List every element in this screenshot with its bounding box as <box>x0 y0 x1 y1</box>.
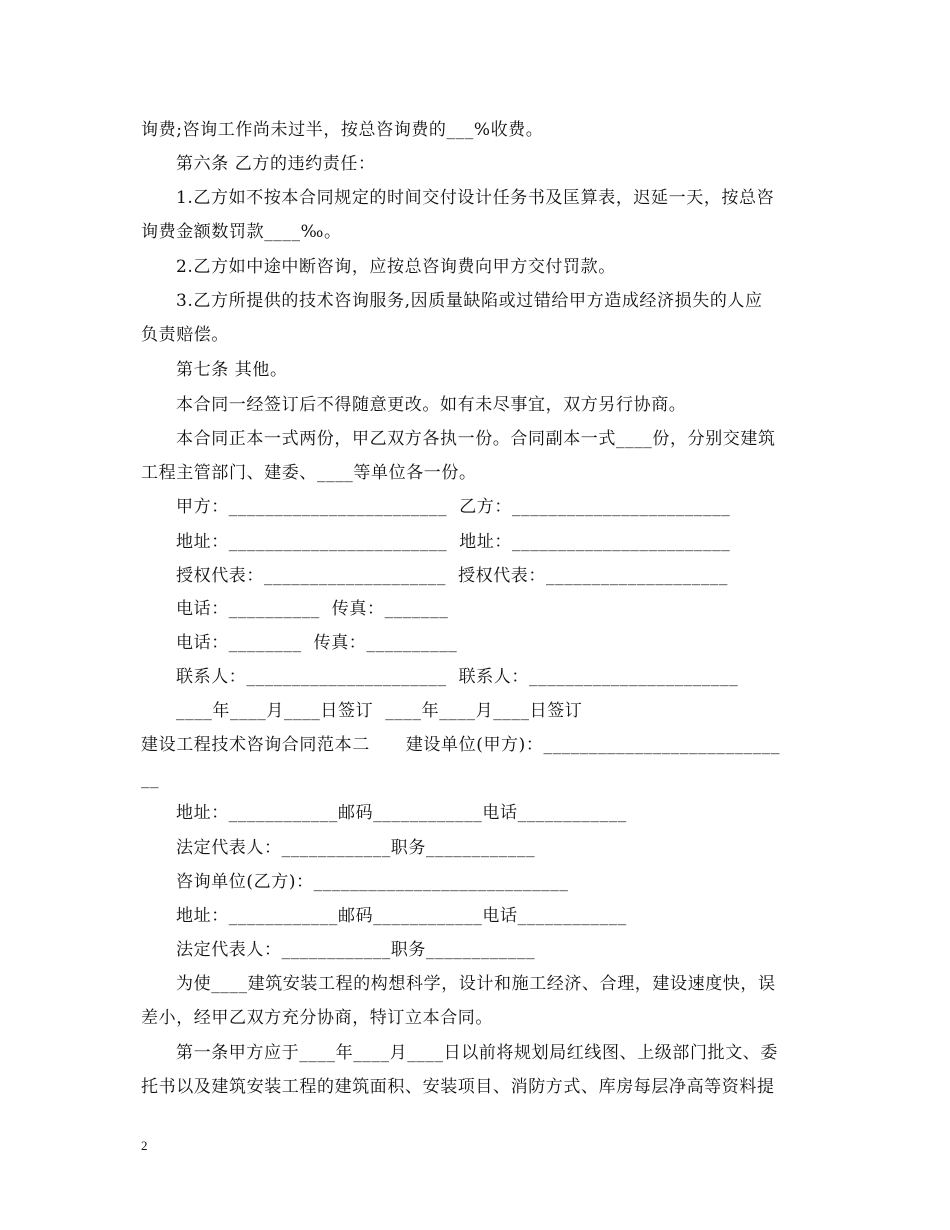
signature-field: 地址：________________________ 地址：________________________ <box>176 532 731 552</box>
signature-field: 电话：________ 传真：__________ <box>176 633 458 653</box>
text-line: 2.乙方如中途中断咨询，应按总咨询费向甲方交付罚款。 <box>176 257 616 277</box>
text-line: 差小，经甲乙双方充分协商，特订立本合同。 <box>141 1008 493 1028</box>
article-heading: 第六条 乙方的违约责任： <box>176 154 376 174</box>
signature-field: 联系人：______________________ 联系人：_______________________ <box>176 667 739 687</box>
text-line: __ <box>141 769 160 789</box>
text-line: 本合同一经签订后不得随意更改。如有未尽事宜，双方另行协商。 <box>176 395 687 415</box>
article-heading: 第七条 其他。 <box>176 360 288 380</box>
text-line: 本合同正本一式两份，甲乙双方各执一份。合同副本一式____份，分别交建筑 <box>176 429 776 449</box>
text-line: 3.乙方所提供的技术咨询服务,因质量缺陷或过错给甲方造成经济损失的人应 <box>176 291 763 311</box>
page-number: 2 <box>141 1138 148 1153</box>
text-line: 托书以及建筑安装工程的建筑面积、安装项目、消防方式、库房每层净高等资料提 <box>141 1077 775 1097</box>
form-field: 法定代表人：____________职务____________ <box>176 940 536 960</box>
form-field: 咨询单位(乙方)：____________________________ <box>176 872 569 892</box>
text-line: 1.乙方如不按本合同规定的时间交付设计任务书及匡算表，迟延一天，按总咨 <box>176 188 775 208</box>
signing-date: ____年____月____日签订 ____年____月____日签订 <box>176 701 583 721</box>
signature-field: 甲方：________________________ 乙方：________________________ <box>176 497 731 517</box>
signature-field: 授权代表：____________________ 授权代表：____________________ <box>176 566 729 586</box>
signature-field: 电话：__________ 传真：_______ <box>176 599 449 619</box>
section-title: 建设工程技术咨询合同范本二 建设单位(甲方)：__________________________ <box>141 735 781 755</box>
form-field: 地址：____________邮码____________电话____________ <box>176 803 627 823</box>
text-line: 询费金额数罚款____‰。 <box>141 222 342 242</box>
text-line: 第一条甲方应于____年____月____日以前将规划局红线图、上级部门批文、委 <box>176 1043 778 1063</box>
form-field: 地址：____________邮码____________电话____________ <box>176 906 627 926</box>
text-line: 为使____建筑安装工程的构想科学，设计和施工经济、合理，建设速度快，误 <box>176 974 776 994</box>
text-line: 负责赔偿。 <box>141 325 229 345</box>
text-line: 工程主管部门、建委、____等单位各一份。 <box>141 463 477 483</box>
text-line: 询费;咨询工作尚未过半，按总咨询费的___%收费。 <box>141 120 544 140</box>
form-field: 法定代表人：____________职务____________ <box>176 838 536 858</box>
